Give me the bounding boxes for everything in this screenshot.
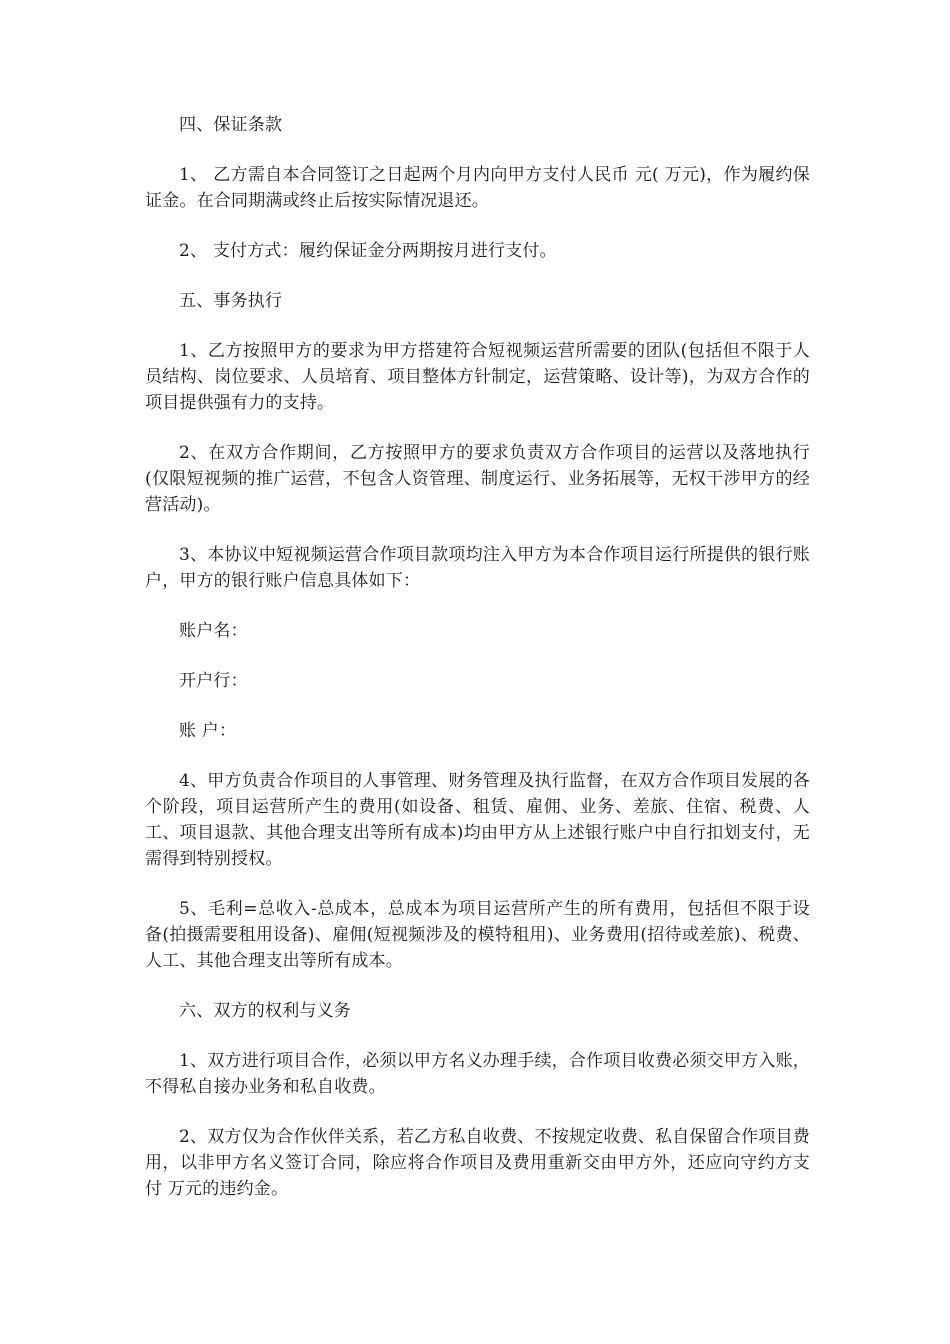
document-page [145,112,810,1226]
section-heading-guarantee: 四、保证条款 [179,115,283,135]
account-number-field: 账 户： [179,721,237,741]
clause-bank-account: 3、本协议中短视频运营合作项目款项均注入甲方为本合作项目运行所提供的银行账户，甲方的银行账户信息具体如下： [145,545,810,591]
section-heading-execution: 五、事务执行 [179,291,283,311]
clause-payment-method: 2、 支付方式：履约保证金分两期按月进行支付。 [179,241,557,261]
clause-cooperation-procedure: 1、双方进行项目合作，必须以甲方名义办理手续，合作项目收费必须交甲方入账，不得私自接办业务和私自收费。 [145,1051,810,1097]
clause-management: 4、甲方负责合作项目的人事管理、财务管理及执行监督，在双方合作项目发展的各个阶段，项目运营所产生的费用(如设备、租赁、雇佣、业务、差旅、住宿、税费、人工、项目退款、其他合理支出等所有成本)均由甲方从上述银行账户中自行扣划支付，无需得到特别授权。 [145,771,810,869]
clause-operation: 2、在双方合作期间，乙方按照甲方的要求负责双方合作项目的运营以及落地执行(仅限短视频的推广运营，不包含人资管理、制度运行、业务拓展等，无权干涉甲方的经营活动)。 [145,443,810,515]
clause-deposit-payment: 1、 乙方需自本合同签订之日起两个月内向甲方支付人民币 元( 万元)，作为履约保证金。在合同期满或终止后按实际情况退还。 [145,165,810,211]
clause-partnership-penalty: 2、双方仅为合作伙伴关系，若乙方私自收费、不按规定收费、私自保留合作项目费用，以非甲方名义签订合同，除应将合作项目及费用重新交由甲方外，还应向守约方支付 万元的违约金。 [145,1127,810,1199]
bank-name-field: 开户行： [179,671,248,691]
clause-gross-profit: 5、毛利=总收入-总成本，总成本为项目运营所产生的所有费用，包括但不限于设备(拍摄需要租用设备)、雇佣(短视频涉及的模特租用)、业务费用(招待或差旅)、税费、人工、其他合理支出等所有成本。 [145,899,810,971]
section-heading-rights: 六、双方的权利与义务 [179,1001,351,1021]
account-name-field: 账户名： [179,621,248,641]
clause-team-building: 1、乙方按照甲方的要求为甲方搭建符合短视频运营所需要的团队(包括但不限于人员结构、岗位要求、人员培育、项目整体方针制定，运营策略、设计等)，为双方合作的项目提供强有力的支持。 [145,341,810,413]
